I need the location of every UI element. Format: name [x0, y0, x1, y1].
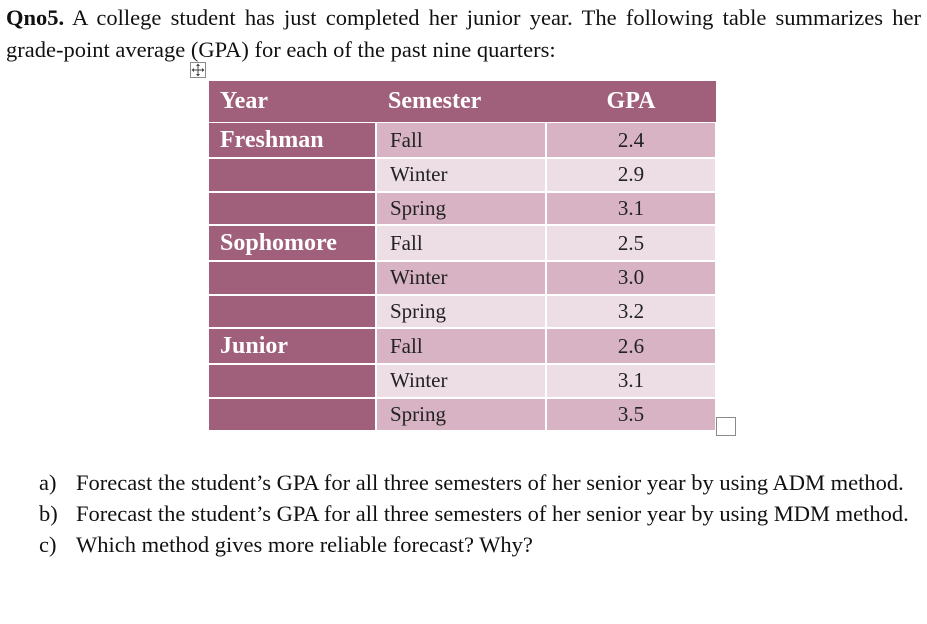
table-row — [209, 123, 716, 159]
gpa-cell: 3.1 — [546, 364, 716, 398]
semester-cell: Winter — [376, 261, 546, 295]
gpa-table — [209, 81, 717, 432]
table-move-handle-icon[interactable] — [190, 62, 206, 78]
year-cell — [209, 158, 376, 192]
gpa-cell: 2.4 — [546, 123, 716, 159]
header-gpa: GPA — [546, 81, 716, 123]
semester-cell: Spring — [376, 295, 546, 329]
semester-cell: Winter — [376, 364, 546, 398]
question-item-text: Which method gives more reliable forecast? Why? — [76, 532, 533, 557]
year-cell — [209, 398, 376, 432]
question-item-text: Forecast the student’s GPA for all three semesters of her senior year by using ADM method. — [76, 470, 904, 495]
semester-cell: Spring — [376, 192, 546, 226]
table-row — [209, 398, 716, 432]
gpa-cell: 2.9 — [546, 158, 716, 192]
header-semester: Semester — [376, 81, 546, 123]
table-resize-handle-icon[interactable] — [716, 417, 736, 436]
question-list — [39, 467, 921, 560]
header-year: Year — [209, 81, 376, 123]
table-row — [209, 261, 716, 295]
question-item-text: Forecast the student’s GPA for all three semesters of her senior year by using MDM method. — [76, 501, 909, 526]
gpa-cell: 3.2 — [546, 295, 716, 329]
question-number: Qno5. — [6, 5, 65, 30]
semester-cell: Fall — [376, 123, 546, 159]
table-row — [209, 225, 716, 261]
year-cell: Sophomore — [209, 225, 376, 261]
year-cell: Freshman — [209, 123, 376, 159]
gpa-cell: 3.1 — [546, 192, 716, 226]
question-text: A college student has just completed her junior year. The following table summarizes her grade-point average (GPA) for each of the past nine quarters: — [6, 5, 921, 62]
question-intro — [6, 2, 921, 66]
table-header-row — [209, 81, 716, 123]
gpa-cell: 3.5 — [546, 398, 716, 432]
semester-cell: Fall — [376, 225, 546, 261]
question-marker: c) — [39, 532, 57, 557]
question-item-b — [39, 498, 921, 529]
question-marker: a) — [39, 470, 57, 495]
year-cell — [209, 295, 376, 329]
table-row — [209, 192, 716, 226]
semester-cell: Fall — [376, 328, 546, 364]
question-marker: b) — [39, 501, 58, 526]
year-cell — [209, 261, 376, 295]
semester-cell: Spring — [376, 398, 546, 432]
semester-cell: Winter — [376, 158, 546, 192]
gpa-cell: 3.0 — [546, 261, 716, 295]
table-row — [209, 328, 716, 364]
gpa-cell: 2.5 — [546, 225, 716, 261]
table-row — [209, 158, 716, 192]
year-cell: Junior — [209, 328, 376, 364]
question-item-c — [39, 529, 921, 560]
year-cell — [209, 364, 376, 398]
question-item-a — [39, 467, 921, 498]
table-row — [209, 295, 716, 329]
table-row — [209, 364, 716, 398]
gpa-cell: 2.6 — [546, 328, 716, 364]
year-cell — [209, 192, 376, 226]
